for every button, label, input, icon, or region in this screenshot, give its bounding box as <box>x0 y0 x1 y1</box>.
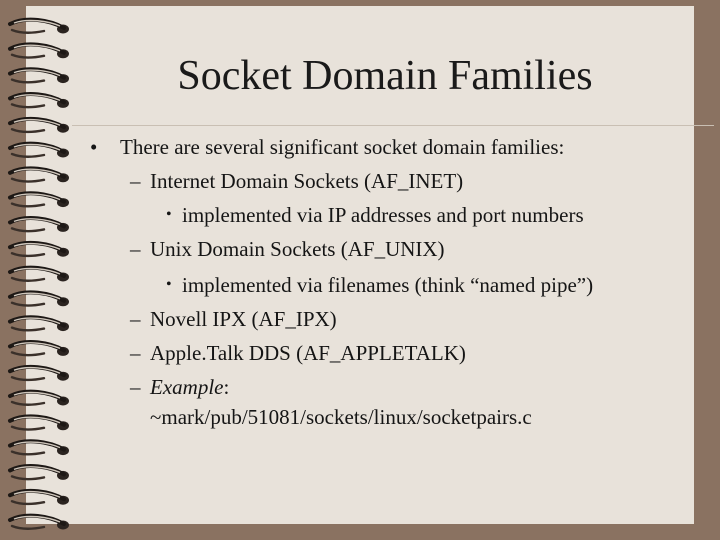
sub-bullet-item <box>130 340 466 366</box>
bullet-text: implemented via IP addresses and port numbers <box>182 203 584 227</box>
sub-sub-bullet-item <box>166 272 594 298</box>
example-path <box>150 404 532 430</box>
bullet-marker: • <box>166 206 172 223</box>
bullet-text: : <box>223 375 230 399</box>
bullet-marker: • <box>166 276 172 293</box>
bullet-text: Internet Domain Sockets (AF_INET) <box>150 169 464 193</box>
sub-bullet-item <box>130 168 464 194</box>
dash-marker: – <box>130 169 141 193</box>
dash-marker: – <box>130 341 141 365</box>
example-label: Example <box>150 375 224 399</box>
bullet-marker: • <box>90 135 98 159</box>
bullet-item <box>90 134 565 160</box>
slide-title: Socket Domain Families <box>177 53 593 99</box>
sub-bullet-item <box>130 306 337 332</box>
dash-marker: – <box>130 375 141 399</box>
bullet-text: Unix Domain Sockets (AF_UNIX) <box>150 237 445 261</box>
sub-sub-bullet-item <box>166 202 584 228</box>
bullet-text: There are several significant socket domain families: <box>120 135 565 159</box>
bullet-text: Apple.Talk DDS (AF_APPLETALK) <box>150 341 466 365</box>
sub-bullet-item <box>130 374 230 400</box>
sub-bullet-item <box>130 236 445 262</box>
bullet-text: Novell IPX (AF_IPX) <box>150 307 337 331</box>
dash-marker: – <box>130 237 141 261</box>
dash-marker: – <box>130 307 141 331</box>
bullet-text: ~mark/pub/51081/sockets/linux/socketpairs.c <box>150 405 532 429</box>
bullet-text: implemented via filenames (think “named pipe”) <box>182 273 594 297</box>
